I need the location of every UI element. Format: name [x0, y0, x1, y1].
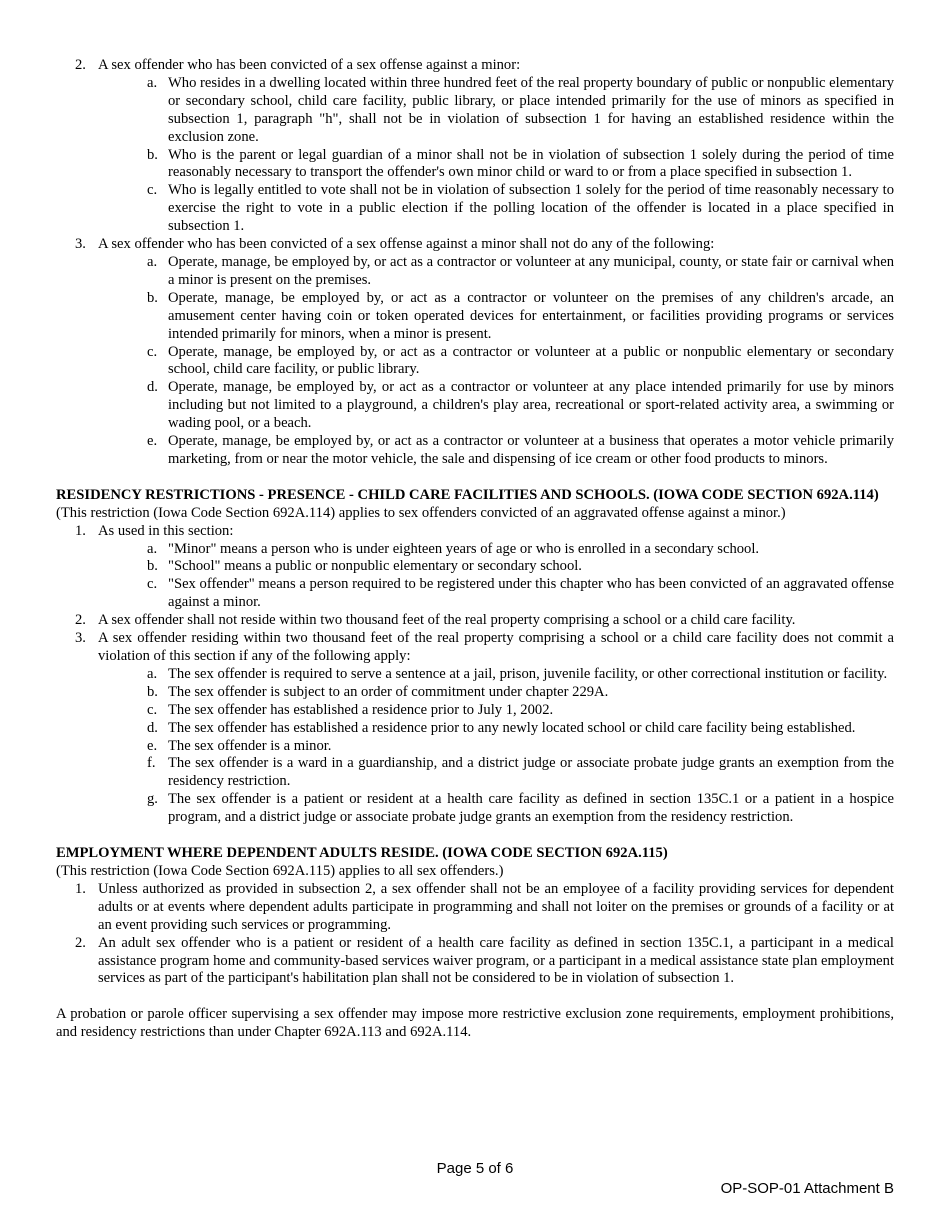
sub-list-item — [126, 720, 894, 738]
sub-item-letter: c. — [147, 343, 158, 360]
sub-list-item — [126, 541, 894, 559]
section-heading-residency: RESIDENCY RESTRICTIONS - PRESENCE - CHILD CARE FACILITIES AND SCHOOLS. (IOWA CODE SECTION 692A.114) — [56, 486, 879, 503]
sub-list-item — [126, 290, 894, 344]
item-text: A sex offender who has been convicted of a sex offense against a minor: — [98, 57, 521, 73]
item-number: 1. — [75, 880, 86, 897]
sub-item-letter: f. — [147, 755, 156, 772]
sub-item-text: Operate, manage, be employed by, or act as a contractor or volunteer at any municipal, county, or state fair or carnival when a minor is present on the premises. — [168, 253, 894, 288]
item-text: Unless authorized as provided in subsection 2, a sex offender shall not be an employee of a facility providing services for dependent adults or at events where dependent adults participate in programming and shall not loiter on the premises or grounds of a facility or at an event providing such services or programming. — [98, 880, 894, 933]
sub-item-letter: b. — [147, 683, 158, 700]
list-section-residency — [56, 523, 894, 827]
list-item — [56, 881, 894, 935]
sub-item-text: Operate, manage, be employed by, or act as a contractor or volunteer at any place intended primarily for use by minors including but not limited to a playground, a children's play area, recreational or sport-related activity area, a swimming or wading pool, or a beach. — [168, 379, 894, 432]
sub-item-text: The sex offender is required to serve a sentence at a jail, prison, juvenile facility, or other correctional institution or facility. — [168, 665, 888, 682]
sub-item-text: The sex offender is a patient or resident at a health care facility as defined in section 135C.1 or a patient in a hospice program, and a district judge or associate probate judge grants an exemption from the residency restriction. — [168, 791, 894, 826]
page-number: Page 5 of 6 — [436, 1160, 514, 1177]
sub-item-letter: a. — [147, 74, 158, 91]
item-text: A sex offender residing within two thousand feet of the real property comprising a school or a child care facility does not commit a violation of this section if any of the following apply: — [98, 630, 894, 664]
sub-list-item — [126, 433, 894, 469]
list-item — [56, 57, 894, 236]
sub-item-letter: d. — [147, 719, 158, 736]
sub-item-letter: b. — [147, 558, 158, 575]
sub-item-text: Operate, manage, be employed by, or act as a contractor or volunteer on the premises of any children's arcade, an amusement center having coin or token operated devices for entertainment, or facilities providing programs or services intended primarily for minors, when a minor is present. — [168, 289, 894, 342]
section-note-employment: (This restriction (Iowa Code Section 692A.115) applies to all sex offenders.) — [56, 862, 504, 879]
sub-list — [56, 666, 894, 827]
list-item — [56, 612, 894, 630]
sub-list — [56, 254, 894, 469]
item-number: 3. — [75, 630, 86, 647]
sub-item-letter: a. — [147, 253, 158, 270]
sub-item-letter: g. — [147, 791, 158, 808]
sub-item-text: The sex offender has established a residence prior to any newly located school or child care facility being established. — [168, 719, 856, 736]
item-number: 1. — [75, 522, 86, 539]
list-item — [56, 935, 894, 989]
section-note-residency: (This restriction (Iowa Code Section 692A.114) applies to sex offenders convicted of an aggravated offense against a minor.) — [56, 504, 786, 521]
item-number: 2. — [75, 57, 86, 73]
sub-item-text: The sex offender is a minor. — [168, 737, 332, 754]
sub-list-item — [126, 182, 894, 236]
sub-item-letter: e. — [147, 433, 158, 450]
sub-list-item — [126, 558, 894, 576]
sub-item-text: The sex offender is a ward in a guardianship, and a district judge or associate probate judge grants an exemption from the residency restriction. — [168, 755, 894, 790]
sub-item-letter: c. — [147, 182, 158, 199]
sub-list-item — [126, 666, 894, 684]
sub-item-letter: e. — [147, 737, 158, 754]
sub-item-text: The sex offender has established a residence prior to July 1, 2002. — [168, 701, 554, 718]
sub-item-letter: a. — [147, 540, 158, 557]
sub-item-text: Operate, manage, be employed by, or act as a contractor or volunteer at a public or nonpublic elementary or secondary school, child care facility, or public library. — [168, 343, 894, 378]
document-reference: OP-SOP-01 Attachment B — [720, 1180, 894, 1197]
sub-list-item — [126, 147, 894, 183]
sub-item-text: The sex offender is subject to an order of commitment under chapter 229A. — [168, 683, 609, 700]
sub-item-letter: b. — [147, 289, 158, 306]
list-item — [56, 236, 894, 469]
list-section-a — [56, 57, 894, 469]
sub-list-item — [126, 75, 894, 147]
sub-list-item — [126, 254, 894, 290]
sub-list-item — [126, 702, 894, 720]
sub-item-letter: d. — [147, 379, 158, 396]
sub-list-item — [126, 791, 894, 827]
item-number: 2. — [75, 934, 86, 951]
sub-list-item — [126, 344, 894, 380]
item-text: An adult sex offender who is a patient or resident of a health care facility as defined in section 135C.1, a participant in a medical assistance program home and community-based services waiver program, or a participant in a medical assistance state plan employment services as part of the participant's habilitation plan shall not be considered to be in violation of subsection 1. — [98, 934, 894, 987]
item-text: A sex offender who has been convicted of a sex offense against a minor shall not do any of the following: — [98, 236, 715, 253]
sub-list — [56, 541, 894, 613]
sub-list-item — [126, 684, 894, 702]
sub-item-letter: a. — [147, 665, 158, 682]
sub-item-text: Who is legally entitled to vote shall not be in violation of subsection 1 solely for the period of time reasonably necessary to exercise the right to vote in a public election if the polling location of the offender is located in a place specified in subsection 1. — [168, 182, 894, 235]
sub-item-text: Operate, manage, be employed by, or act as a contractor or volunteer at a business that operates a motor vehicle primarily marketing, from or near the motor vehicle, the sale and dispensing of ice cream or other food products to minors. — [168, 433, 894, 467]
section-heading-employment: EMPLOYMENT WHERE DEPENDENT ADULTS RESIDE. (IOWA CODE SECTION 692A.115) — [56, 845, 668, 862]
sub-item-text: Who is the parent or legal guardian of a minor shall not be in violation of subsection 1 solely during the period of time reasonably necessary to transport the offender's own minor child or ward to or from a place specified in subsection 1. — [168, 146, 894, 181]
document-page — [56, 57, 894, 1042]
sub-item-text: "Sex offender" means a person required to be registered under this chapter who has been convicted of an aggravated offense against a minor. — [168, 576, 894, 611]
sub-item-letter: c. — [147, 576, 158, 593]
list-section-employment — [56, 881, 894, 988]
list-item — [56, 523, 894, 613]
item-number: 2. — [75, 612, 86, 629]
item-number: 3. — [75, 236, 86, 253]
item-text: As used in this section: — [98, 522, 234, 539]
sub-item-letter: c. — [147, 701, 158, 718]
sub-item-text: "School" means a public or nonpublic elementary or secondary school. — [168, 558, 582, 575]
sub-list-item — [126, 576, 894, 612]
sub-item-letter: b. — [147, 146, 158, 163]
sub-list-item — [126, 755, 894, 791]
item-text: A sex offender shall not reside within two thousand feet of the real property comprising a school or a child care facility. — [98, 612, 796, 629]
sub-item-text: "Minor" means a person who is under eighteen years of age or who is enrolled in a secondary school. — [168, 540, 760, 557]
sub-list-item — [126, 738, 894, 756]
sub-list-item — [126, 379, 894, 433]
sub-list — [56, 75, 894, 236]
sub-item-text: Who resides in a dwelling located within three hundred feet of the real property boundary of public or nonpublic elementary or secondary school, child care facility, public library, or place intended primarily for the use of minors as specified in subsection 1, paragraph "h", shall not be in violation of subsection 1 for having an established residence within the exclusion zone. — [168, 74, 894, 145]
list-item — [56, 630, 894, 827]
closing-paragraph: A probation or parole officer supervising a sex offender may impose more restrictive exclusion zone requirements, employment prohibitions, and residency restrictions than under Chapter 692A.113 and 692A.114. — [56, 1006, 894, 1041]
